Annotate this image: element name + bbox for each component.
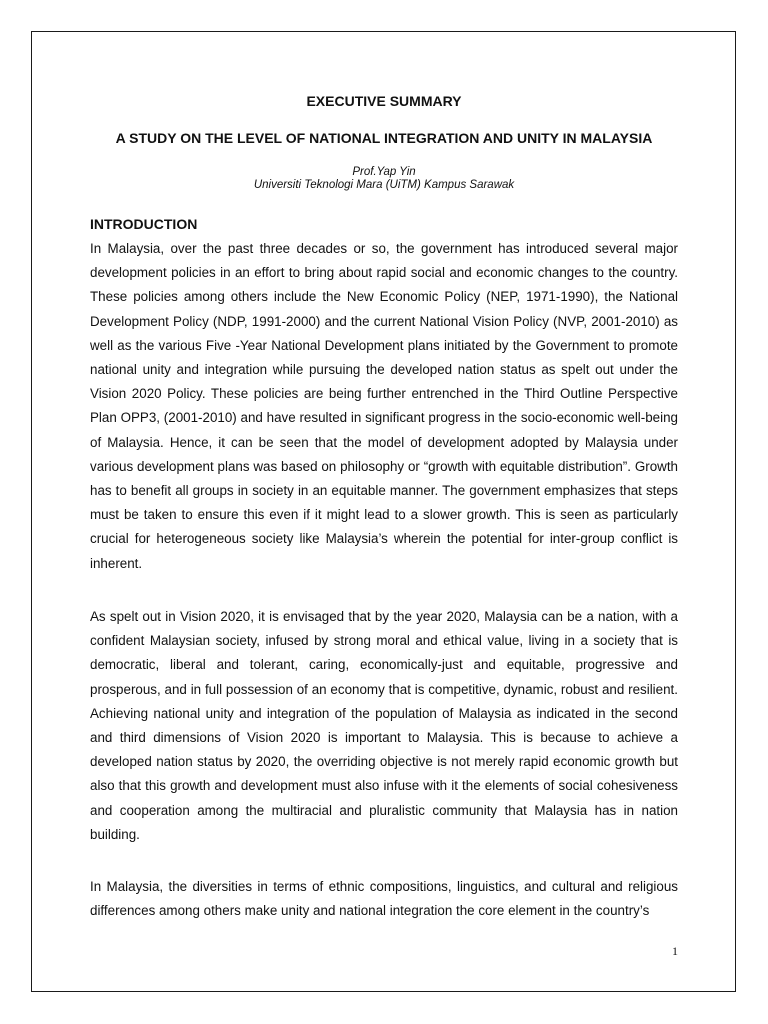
document-heading: EXECUTIVE SUMMARY xyxy=(306,93,462,109)
author-affiliation: Universiti Teknologi Mara (UiTM) Kampus Sarawak xyxy=(253,179,515,191)
document-title: A STUDY ON THE LEVEL OF NATIONAL INTEGRATION AND UNITY IN MALAYSIA xyxy=(115,130,653,146)
body-paragraph: In Malaysia, over the past three decades or so, the government has introduced several major development policies in an effort to bring about rapid social and economic changes to the country. These policies among others include the New Economic Policy (NEP, 1971-1990), the National Development Policy (NDP, 1991-2000) and the current National Vision Policy (NVP, 2001-2010) as well as the various Five -Year National Development plans initiated by the Government to promote national unity and integration while pursuing the developed nation status as spelt out under the Vision 2020 Policy. These policies are being further entrenched in the Third Outline Perspective Plan OPP3, (2001-2010) and have resulted in significant progress in the socio-economic well-being of Malaysia. Hence, it can be seen that the model of development adopted by Malaysia under various development plans was based on philosophy or “growth with equitable distribution”. Growth has to benefit all groups in society in an equitable manner. The government emphasizes that steps must be taken to ensure this even if it might lead to a slower growth. This is seen as particularly crucial for heterogeneous society like Malaysia’s wherein the potential for inter-group conflict is inherent. xyxy=(90,241,678,571)
body-paragraph: In Malaysia, the diversities in terms of ethnic compositions, linguistics, and cultural and religious differences among others make unity and national integration the core element in the country’s xyxy=(90,879,678,919)
author-name: Prof.Yap Yin xyxy=(352,166,416,178)
body-paragraph: As spelt out in Vision 2020, it is envisaged that by the year 2020, Malaysia can be a nation, with a confident Malaysian society, infused by strong moral and ethical value, living in a society that is democratic, liberal and tolerant, caring, economically-just and equitable, progressive and prosperous, and in full possession of an economy that is competitive, dynamic, robust and resilient. Achieving national unity and integration of the population of Malaysia as indicated in the second and third dimensions of Vision 2020 is important to Malaysia. This is because to achieve a developed nation status by 2020, the overriding objective is not merely rapid economic growth but also that this growth and development must also infuse with it the elements of social cohesiveness and cooperation among the multiracial and pluralistic community that Malaysia has in nation building. xyxy=(90,609,678,842)
section-heading-introduction: INTRODUCTION xyxy=(90,216,198,232)
page-number: 1 xyxy=(672,944,678,958)
